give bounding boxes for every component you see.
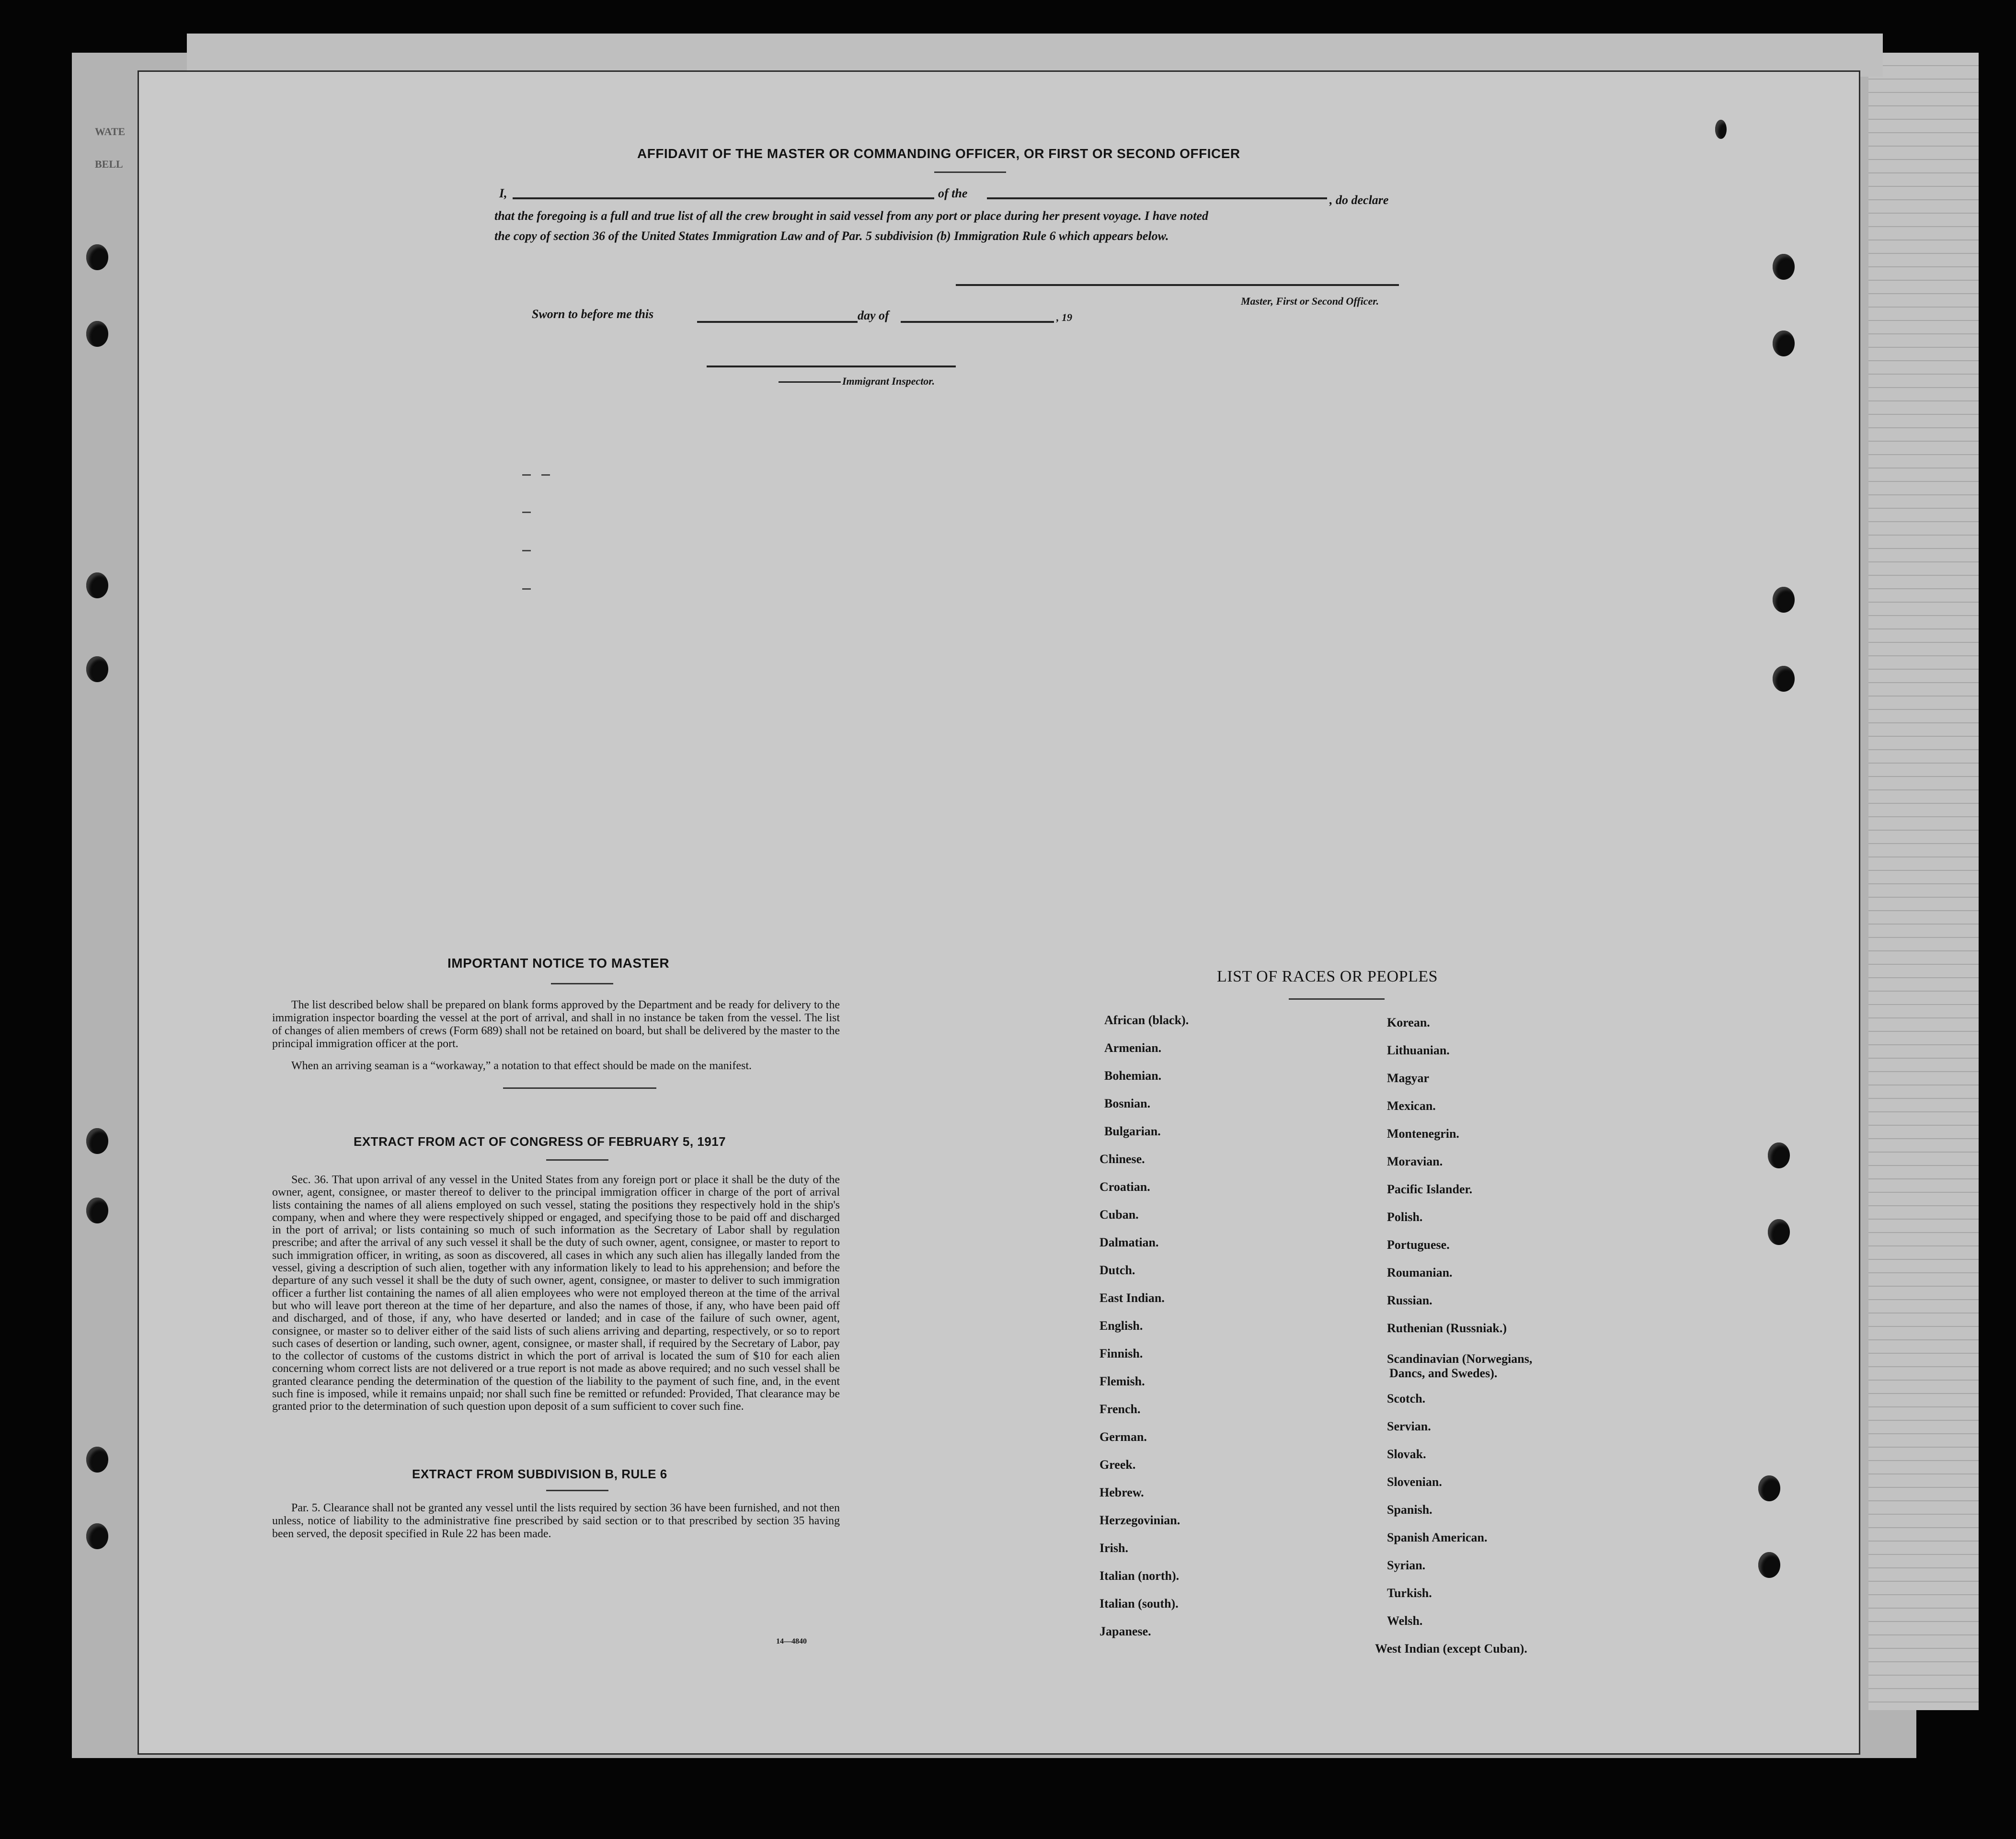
race-item: Flemish. bbox=[1100, 1374, 1145, 1388]
race-item: Japanese. bbox=[1100, 1624, 1151, 1638]
race-item: Bosnian. bbox=[1104, 1097, 1151, 1110]
race-item: Croatian. bbox=[1100, 1180, 1150, 1194]
inspector-caption-leader bbox=[779, 381, 841, 383]
race-item: Slovenian. bbox=[1387, 1475, 1442, 1489]
binder-hole bbox=[1773, 666, 1795, 692]
sworn-month-line bbox=[901, 321, 1054, 323]
race-item: Bulgarian. bbox=[1104, 1124, 1161, 1138]
act-extract-title: EXTRACT FROM ACT OF CONGRESS OF FEBRUARY 5, 1917 bbox=[354, 1134, 726, 1149]
binder-hole bbox=[86, 1447, 108, 1473]
rule-extract-title-rule bbox=[546, 1490, 608, 1491]
binder-hole bbox=[1715, 120, 1727, 139]
race-item: Mexican. bbox=[1387, 1099, 1436, 1113]
rule-extract-title: EXTRACT FROM SUBDIVISION B, RULE 6 bbox=[412, 1467, 667, 1481]
affidavit-i-label: I, bbox=[499, 186, 507, 200]
margin-tick bbox=[541, 474, 550, 476]
race-item: Moravian. bbox=[1387, 1154, 1443, 1168]
notice-paragraph-2: When an arriving seaman is a “workaway,” a notation to that effect should be made on the manifest. bbox=[291, 1060, 752, 1072]
race-item: Chinese. bbox=[1100, 1152, 1145, 1166]
race-item: Finnish. bbox=[1100, 1347, 1143, 1360]
race-item: Dutch. bbox=[1100, 1263, 1135, 1277]
rule-extract-text: Par. 5. Clearance shall not be granted any vessel until the lists required by section 36 have been furnished, and not then unless, notice of liability to the administrative fine prescribed by said section or to that prescribed by section 35 having been served, the deposit specified in Rule 22 has been made. bbox=[272, 1502, 840, 1540]
margin-label-top: WATE bbox=[95, 126, 126, 137]
binder-hole bbox=[86, 244, 108, 270]
race-item: English. bbox=[1100, 1319, 1143, 1333]
affidavit-do-declare: , do declare bbox=[1329, 193, 1389, 207]
races-title: LIST OF RACES OR PEOPLES bbox=[1217, 968, 1438, 985]
race-item: Italian (south). bbox=[1100, 1597, 1179, 1611]
race-item: Polish. bbox=[1387, 1210, 1423, 1224]
affidavit-page bbox=[139, 72, 1859, 1753]
race-item: French. bbox=[1100, 1402, 1141, 1416]
race-item: Armenian. bbox=[1104, 1041, 1162, 1055]
race-item: East Indian. bbox=[1100, 1291, 1165, 1305]
margin-tick bbox=[522, 550, 531, 551]
race-item: Greek. bbox=[1100, 1458, 1136, 1472]
race-item: Magyar bbox=[1387, 1071, 1430, 1085]
race-item: Dancs, and Swedes). bbox=[1389, 1366, 1498, 1380]
race-item: Scotch. bbox=[1387, 1392, 1426, 1405]
inspector-caption: Immigrant Inspector. bbox=[842, 375, 935, 387]
notice-divider bbox=[503, 1087, 656, 1089]
race-item: Welsh. bbox=[1387, 1614, 1423, 1628]
race-item: African (black). bbox=[1104, 1013, 1189, 1027]
binder-hole bbox=[1758, 1475, 1780, 1501]
race-item: German. bbox=[1100, 1430, 1147, 1444]
race-item: Italian (north). bbox=[1100, 1569, 1180, 1583]
race-item: Irish. bbox=[1100, 1541, 1128, 1555]
notice-title-rule bbox=[551, 983, 613, 984]
binder-hole bbox=[86, 1128, 108, 1154]
inspector-signature-line bbox=[707, 366, 956, 367]
binder-hole bbox=[1768, 1142, 1790, 1168]
affidavit-title-rule bbox=[934, 171, 1006, 173]
race-item: Scandinavian (Norwegians, bbox=[1387, 1352, 1533, 1366]
affidavit-line-3: the copy of section 36 of the United States Immigration Law and of Par. 5 subdivision (b) Immigration Rule 6 which appears below. bbox=[494, 229, 1169, 243]
binder-hole bbox=[86, 1523, 108, 1549]
race-item: Montenegrin. bbox=[1387, 1127, 1459, 1141]
race-item: Russian. bbox=[1387, 1293, 1432, 1307]
affidavit-line-2: that the foregoing is a full and true list of all the crew brought in said vessel from any port or place during her present voyage. I have noted bbox=[494, 209, 1209, 223]
ruled-back-sheet bbox=[1868, 53, 1979, 1710]
binder-hole bbox=[86, 572, 108, 598]
binder-hole bbox=[1773, 331, 1795, 356]
sworn-label: Sworn to before me this bbox=[532, 307, 654, 321]
affidavit-name-line bbox=[513, 197, 934, 199]
affidavit-vessel-line bbox=[987, 197, 1327, 199]
race-item: Cuban. bbox=[1100, 1208, 1139, 1222]
race-item: West Indian (except Cuban). bbox=[1375, 1642, 1527, 1656]
race-item: Pacific Islander. bbox=[1387, 1182, 1473, 1196]
race-item: Lithuanian. bbox=[1387, 1043, 1450, 1057]
sworn-day-line bbox=[697, 321, 858, 323]
race-item: Herzegovinian. bbox=[1100, 1513, 1180, 1527]
race-item: Roumanian. bbox=[1387, 1266, 1453, 1279]
race-item: Ruthenian (Russniak.) bbox=[1387, 1321, 1507, 1335]
margin-tick bbox=[522, 512, 531, 513]
form-number: 14—4840 bbox=[776, 1637, 807, 1645]
races-title-rule bbox=[1289, 998, 1385, 1000]
race-item: Dalmatian. bbox=[1100, 1235, 1159, 1249]
binder-hole bbox=[86, 1198, 108, 1223]
binder-hole bbox=[1758, 1552, 1780, 1578]
master-signature-line bbox=[956, 284, 1399, 286]
binder-hole bbox=[86, 321, 108, 347]
race-item: Korean. bbox=[1387, 1016, 1430, 1029]
top-folded-edge bbox=[187, 34, 1883, 77]
binder-hole bbox=[1773, 587, 1795, 613]
master-signature-caption: Master, First or Second Officer. bbox=[1241, 295, 1379, 307]
race-item: Spanish American. bbox=[1387, 1531, 1488, 1544]
act-extract-text: Sec. 36. That upon arrival of any vessel in the United States from any foreign port or place it shall be the duty of the owner, agent, consignee, or master thereof to deliver to the principal immigration officer in charge of the port of arrival lists containing the names of all aliens employed on such vessel, stating the positions they respectively hold in the ship's company, when and where they were respectively shipped or engaged, and specifying those to be paid off and discharged in the port of arrival; or lists containing so much of such information as the Secretary of Labor shall by regulation prescribe; and after the arrival of any such vessel it shall be the duty of such owner, agent, consignee, or master to report to such immigration officer, in writing, as soon as discovered, all cases in which any such alien has illegally landed from the vessel, giving a description of such alien, together with any information likely to lead to his apprehension; and before the departure of any such vessel it shall be the duty of such owner, agent, consignee, or master to deliver to such immigration officer a further list containing the names of all alien employees who were not employed thereon at the time of the arrival but who will leave port thereon at the time of her departure, and also the names of those, if any, who have been paid off and discharged, and of those, if any, who have deserted or landed; and in case of the failure of such owner, agent, consignee, or master so to deliver either of the said lists of such aliens arriving and departing, respectively, or so to report such cases of desertion or landing, such owner, agent, consignee, or master shall, if required by the Secretary of Labor, pay to the collector of customs of the customs district in which the port of arrival is located the sum of $10 for each alien concerning whom correct lists are not delivered or a true report is not made as above required; and no such vessel shall be granted clearance pending the determination of the question of the liability to the payment of such fine, and, in the event such fine is imposed, while it remains unpaid; nor shall such fine be remitted or refunded: Provided, That clearance may be granted prior to the determination of such question upon deposit of a sum sufficient to cover such fine. bbox=[272, 1174, 840, 1413]
act-extract-title-rule bbox=[546, 1159, 608, 1161]
notice-paragraph-1: The list described below shall be prepared on blank forms approved by the Department and be ready for delivery to the immigration inspector boarding the vessel at the port of arrival, and shall in no instance be taken from the vessel. The list of changes of alien members of crews (Form 689) shall not be retained on board, but shall be delivered by the master to the principal immigration officer at the port. bbox=[272, 999, 840, 1050]
race-item: Syrian. bbox=[1387, 1558, 1426, 1572]
affidavit-of-the: of the bbox=[938, 186, 968, 200]
race-item: Turkish. bbox=[1387, 1586, 1432, 1600]
race-item: Servian. bbox=[1387, 1419, 1431, 1433]
race-item: Hebrew. bbox=[1100, 1485, 1144, 1499]
margin-tick bbox=[522, 588, 531, 590]
race-item: Slovak. bbox=[1387, 1447, 1426, 1461]
sworn-day-of: day of bbox=[858, 308, 889, 322]
binder-hole bbox=[1768, 1219, 1790, 1245]
race-item: Portuguese. bbox=[1387, 1238, 1450, 1252]
binder-hole bbox=[1773, 254, 1795, 280]
margin-tick bbox=[522, 474, 531, 476]
margin-label-second: BELL bbox=[95, 158, 123, 170]
binder-hole bbox=[86, 656, 108, 682]
affidavit-title: AFFIDAVIT OF THE MASTER OR COMMANDING OFFICER, OR FIRST OR SECOND OFFICER bbox=[637, 146, 1240, 161]
race-item: Spanish. bbox=[1387, 1503, 1432, 1517]
race-item: Bohemian. bbox=[1104, 1069, 1162, 1083]
sworn-year: , 19 bbox=[1056, 311, 1072, 323]
notice-title: IMPORTANT NOTICE TO MASTER bbox=[447, 956, 670, 971]
